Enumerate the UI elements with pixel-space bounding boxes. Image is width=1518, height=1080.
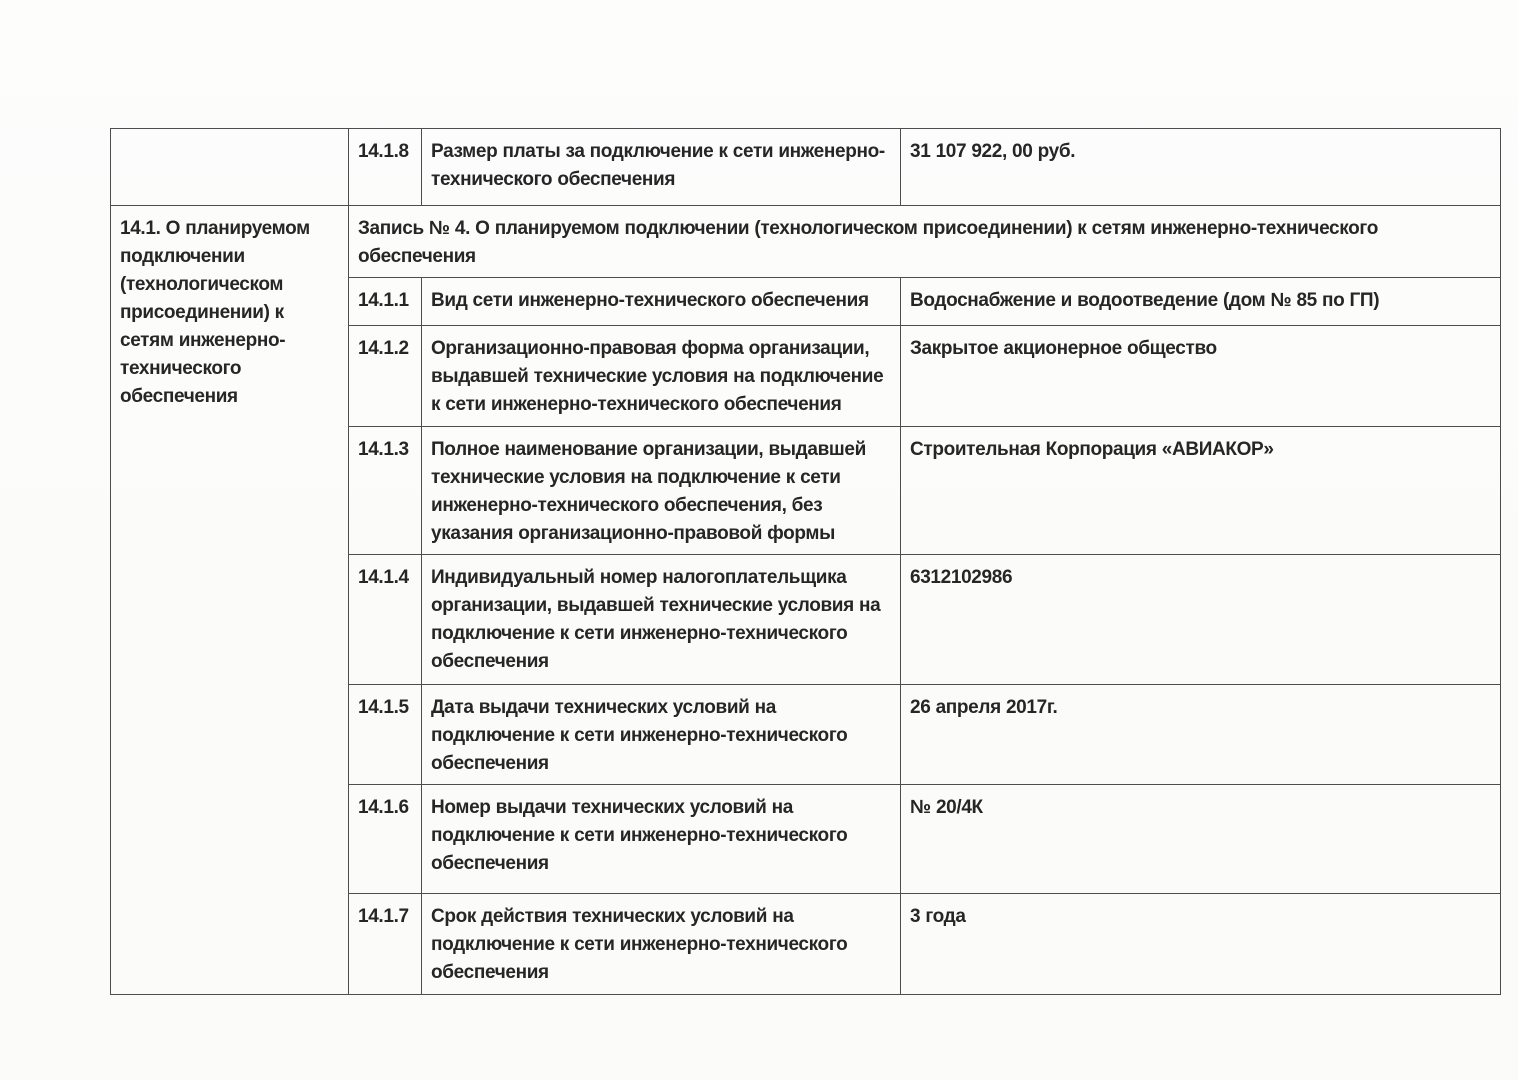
row-description: Вид сети инженерно-технического обеспечения xyxy=(422,278,901,326)
row-number: 14.1.6 xyxy=(349,785,422,894)
row-description: Полное наименование организации, выдавшей технические условия на подключение к сети инженерно-технического обеспечения, без указания организационно-правовой формы xyxy=(422,427,901,555)
row-value: Водоснабжение и водоотведение (дом № 85 по ГП) xyxy=(901,278,1501,326)
row-description: Номер выдачи технических условий на подключение к сети инженерно-технического обеспечения xyxy=(422,785,901,894)
row-number: 14.1.3 xyxy=(349,427,422,555)
row-description: Дата выдачи технических условий на подключение к сети инженерно-технического обеспечения xyxy=(422,685,901,785)
row-number: 14.1.5 xyxy=(349,685,422,785)
row-number: 14.1.1 xyxy=(349,278,422,326)
row-number: 14.1.2 xyxy=(349,326,422,427)
table-row xyxy=(111,129,1501,206)
row-value: 6312102986 xyxy=(901,555,1501,685)
row-number: 14.1.4 xyxy=(349,555,422,685)
row-number: 14.1.7 xyxy=(349,894,422,995)
row-description: Организационно-правовая форма организации, выдавшей технические условия на подключение к сети инженерно-технического обеспечения xyxy=(422,326,901,427)
row-number: 14.1.8 xyxy=(349,129,422,206)
row-description: Размер платы за подключение к сети инженерно-технического обеспечения xyxy=(422,129,901,206)
record-header: Запись № 4. О планируемом подключении (технологическом присоединении) к сетям инженерно-технического обеспечения xyxy=(349,206,1501,278)
row-value: Закрытое акционерное общество xyxy=(901,326,1501,427)
row-value: 26 апреля 2017г. xyxy=(901,685,1501,785)
row-description: Срок действия технических условий на подключение к сети инженерно-технического обеспечения xyxy=(422,894,901,995)
table-row xyxy=(111,206,1501,278)
section-label: 14.1. О планируемом подключении (технологическом присоединении) к сетям инженерно-технического обеспечения xyxy=(111,206,349,995)
project-declaration-table xyxy=(110,128,1501,995)
row-value: № 20/4К xyxy=(901,785,1501,894)
section-cell-empty xyxy=(111,129,349,206)
row-value: Строительная Корпорация «АВИАКОР» xyxy=(901,427,1501,555)
row-description: Индивидуальный номер налогоплательщика организации, выдавшей технические условия на подключение к сети инженерно-технического обеспечения xyxy=(422,555,901,685)
row-value: 3 года xyxy=(901,894,1501,995)
row-value: 31 107 922, 00 руб. xyxy=(901,129,1501,206)
